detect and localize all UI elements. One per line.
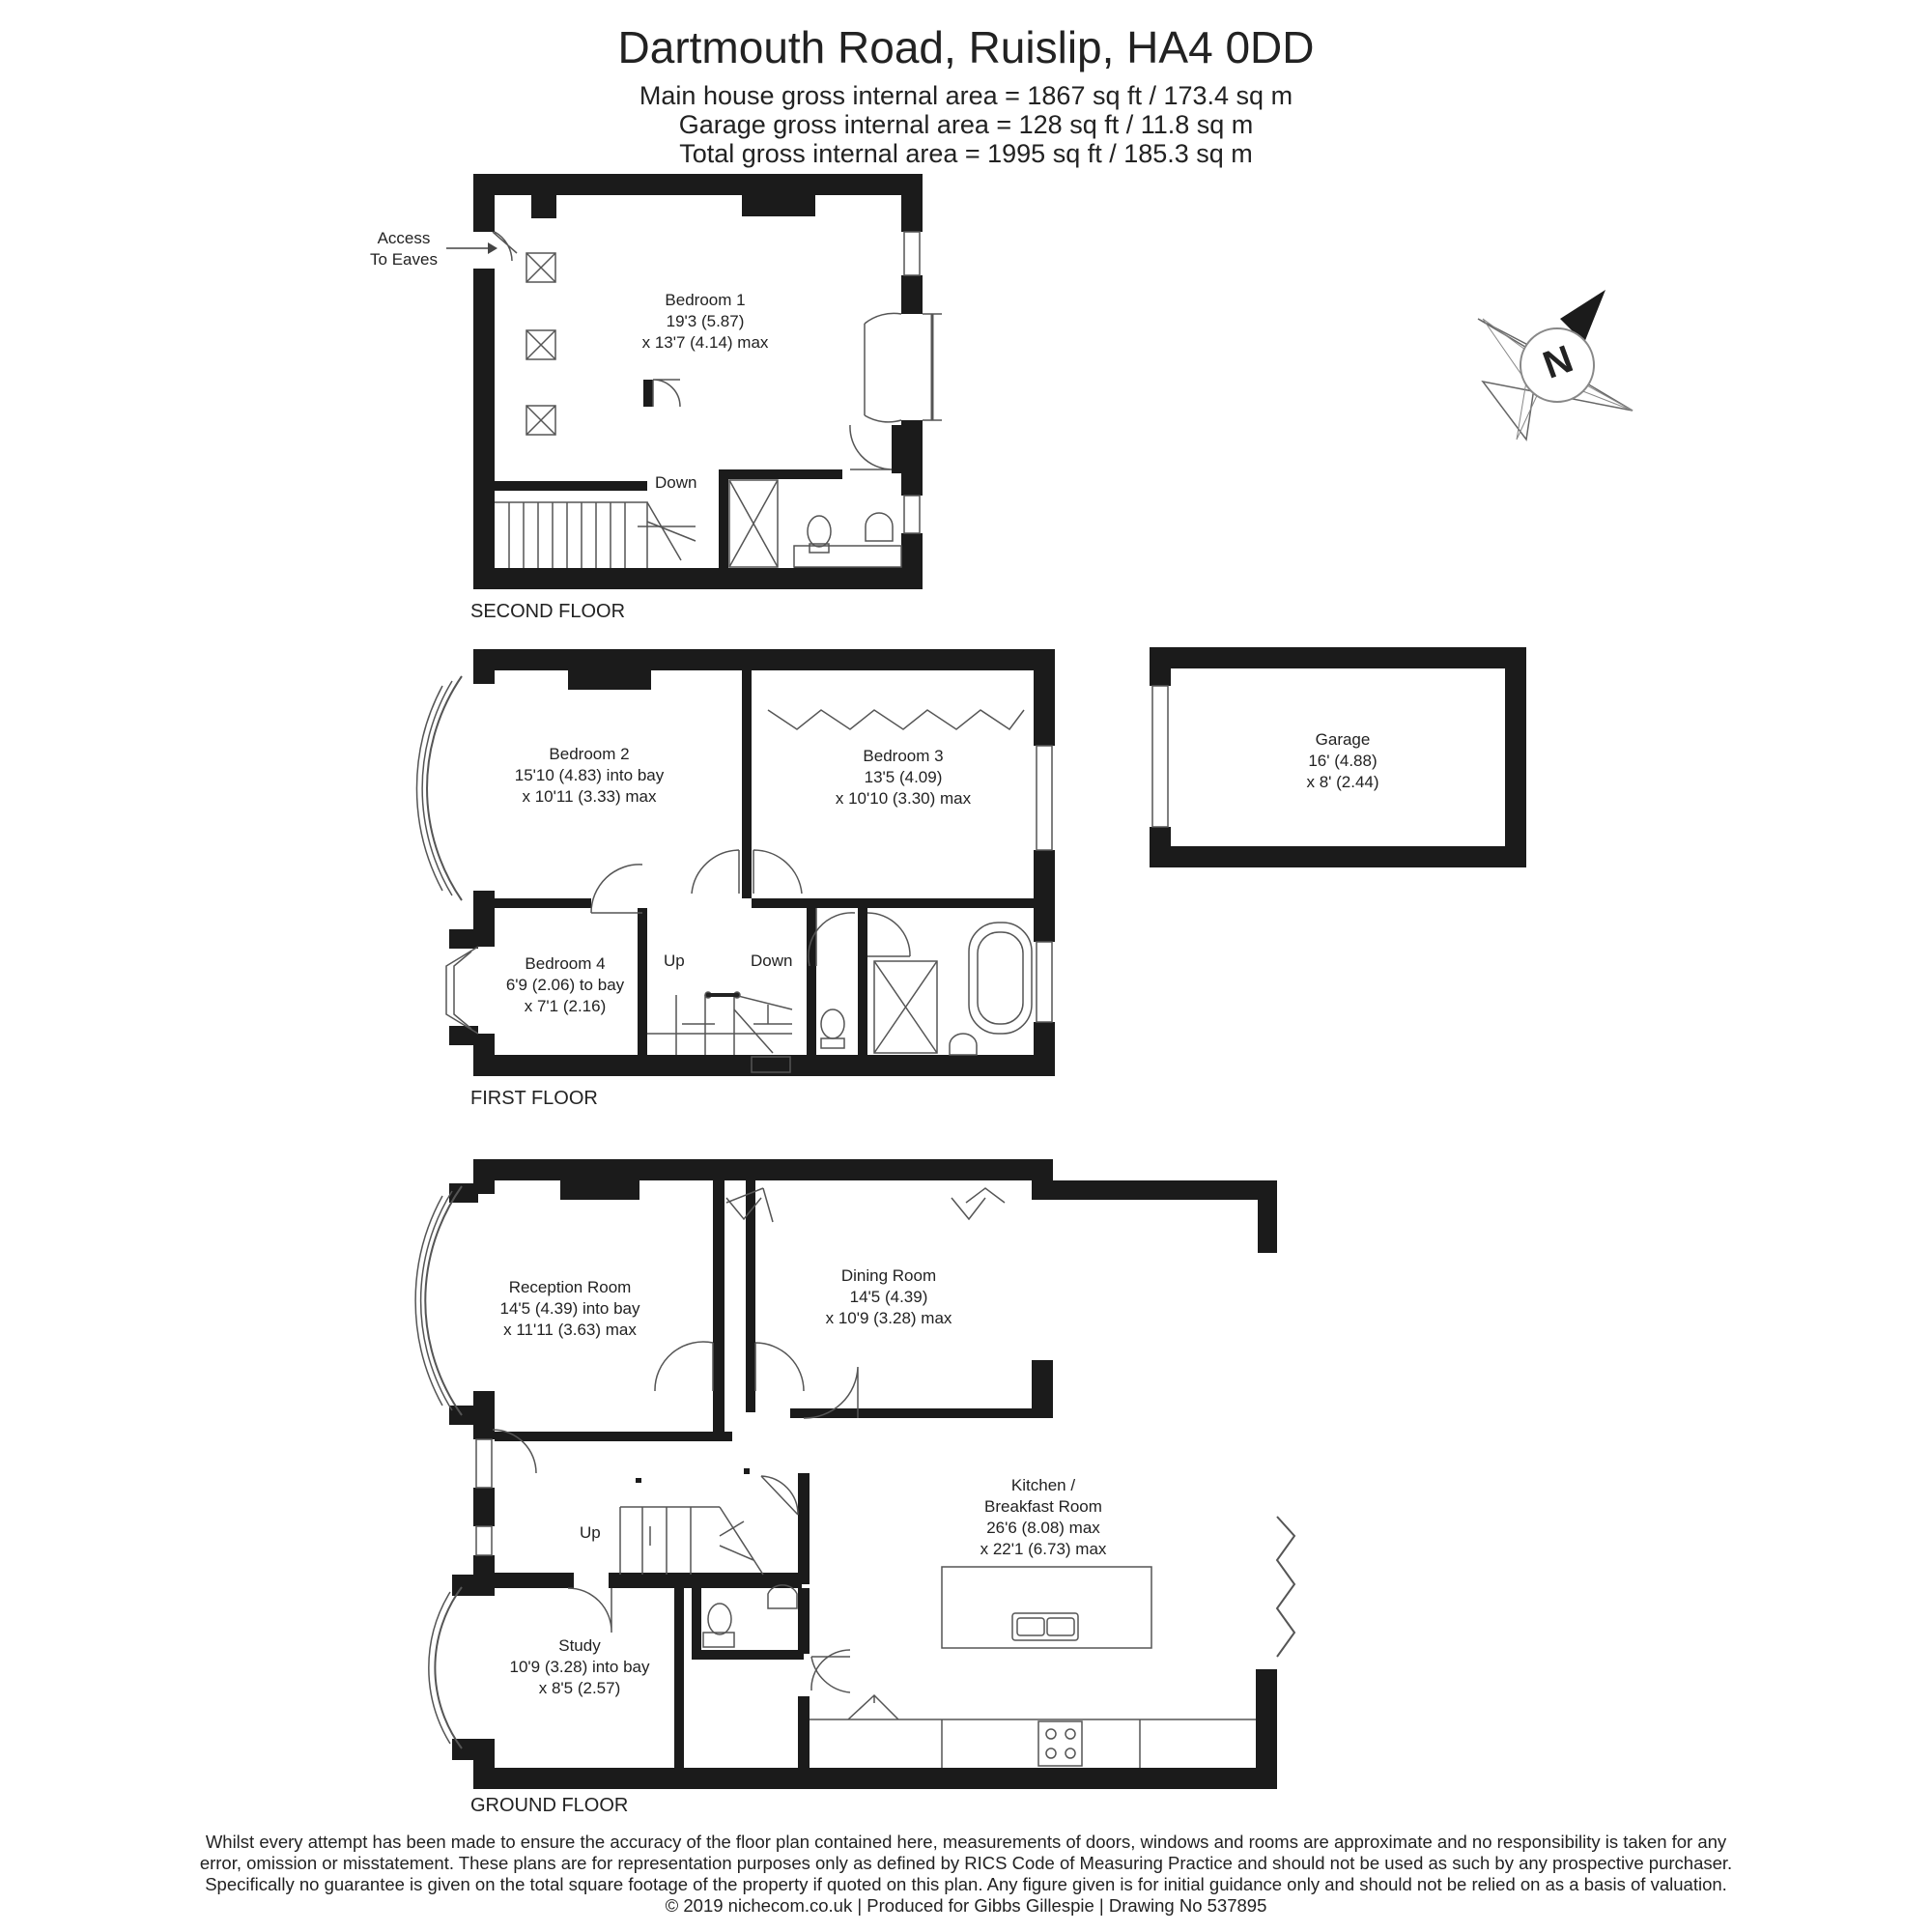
disclaimer-line: Specifically no guarantee is given on the total square footage of the property if quoted on this plan. Any figure given is for initial guidance only and should not be relied on as a basis of valuation. — [205, 1874, 1727, 1894]
disclaimer-line: error, omission or misstatement. These plans are for representation purposes only as defined by RICS Code of Measuring Practice and should not be used as such by any prospective purchaser. — [199, 1853, 1733, 1873]
first-floor-up-label: Up — [664, 952, 685, 970]
copyright-line: © 2019 nichecom.co.uk | Produced for Gibbs Gillespie | Drawing No 537895 — [665, 1895, 1267, 1916]
access-to-eaves-label — [365, 228, 442, 270]
room-dimension: x 7'1 (2.16) — [524, 997, 607, 1015]
second-floor-walls — [473, 174, 923, 589]
disclaimer — [58, 1832, 1874, 1917]
room-dimension: x 10'9 (3.28) max — [825, 1309, 952, 1327]
room-dimension: x 22'1 (6.73) max — [980, 1540, 1107, 1558]
room-study — [483, 1635, 676, 1699]
room-bedroom-1 — [599, 290, 811, 354]
room-reception — [454, 1277, 686, 1341]
room-dimension: 16' (4.88) — [1308, 752, 1378, 770]
room-dimension: 10'9 (3.28) into bay — [509, 1658, 650, 1676]
room-name: Kitchen / — [1010, 1476, 1076, 1494]
room-dimension: 13'5 (4.09) — [864, 768, 943, 786]
room-dimension: 14'5 (4.39) into bay — [499, 1299, 640, 1318]
plan-title: Dartmouth Road, Ruislip, HA4 0DD — [617, 22, 1315, 72]
room-dimension: x 11'11 (3.63) max — [503, 1321, 637, 1339]
room-dimension: 19'3 (5.87) — [666, 312, 745, 330]
room-dimension: 14'5 (4.39) — [849, 1288, 928, 1306]
room-garage — [1256, 729, 1430, 793]
ground-floor-up-label: Up — [580, 1523, 601, 1542]
room-dimension: x 10'10 (3.30) max — [835, 789, 972, 808]
main-house-area: Main house gross internal area = 1867 sq ft / 173.4 sq m — [639, 81, 1293, 110]
access-arrow-icon — [444, 237, 502, 266]
access-line-1: Access — [377, 229, 431, 247]
room-name: Breakfast Room — [984, 1497, 1102, 1516]
room-name: Bedroom 4 — [525, 954, 606, 973]
room-bedroom-3 — [782, 746, 1024, 810]
room-dimension: x 10'11 (3.33) max — [522, 787, 657, 806]
ground-floor-label: GROUND FLOOR — [470, 1795, 629, 1816]
room-name: Garage — [1315, 730, 1371, 749]
garage-area: Garage gross internal area = 128 sq ft / 11.8 sq m — [678, 110, 1254, 139]
room-bedroom-4 — [488, 953, 642, 1017]
room-dimension: x 13'7 (4.14) max — [641, 333, 769, 352]
room-dimension: 15'10 (4.83) into bay — [514, 766, 665, 784]
room-bedroom-2 — [464, 744, 715, 808]
second-floor-down-label: Down — [655, 473, 697, 492]
room-dimension: x 8' (2.44) — [1306, 773, 1379, 791]
total-area: Total gross internal area = 1995 sq ft / 185.3 sq m — [679, 139, 1253, 168]
first-floor-label: FIRST FLOOR — [470, 1088, 598, 1109]
room-kitchen — [937, 1475, 1150, 1560]
room-name: Dining Room — [840, 1266, 937, 1285]
room-name: Bedroom 3 — [863, 747, 944, 765]
room-dimension: 26'6 (8.08) max — [986, 1519, 1100, 1537]
room-dimension: x 8'5 (2.57) — [538, 1679, 621, 1697]
room-name: Study — [558, 1636, 601, 1655]
room-dining — [782, 1265, 995, 1329]
disclaimer-line: Whilst every attempt has been made to ensure the accuracy of the floor plan contained here, measurements of doors, windows and rooms are approximate and no responsibility is taken for any — [205, 1832, 1727, 1852]
first-floor-down-label: Down — [751, 952, 793, 970]
room-name: Reception Room — [508, 1278, 632, 1296]
second-floor-label: SECOND FLOOR — [470, 601, 626, 622]
access-line-2: To Eaves — [370, 250, 438, 269]
room-name: Bedroom 2 — [549, 745, 630, 763]
compass-north-label: N — [1537, 337, 1578, 387]
room-dimension: 6'9 (2.06) to bay — [505, 976, 625, 994]
room-name: Bedroom 1 — [665, 291, 746, 309]
